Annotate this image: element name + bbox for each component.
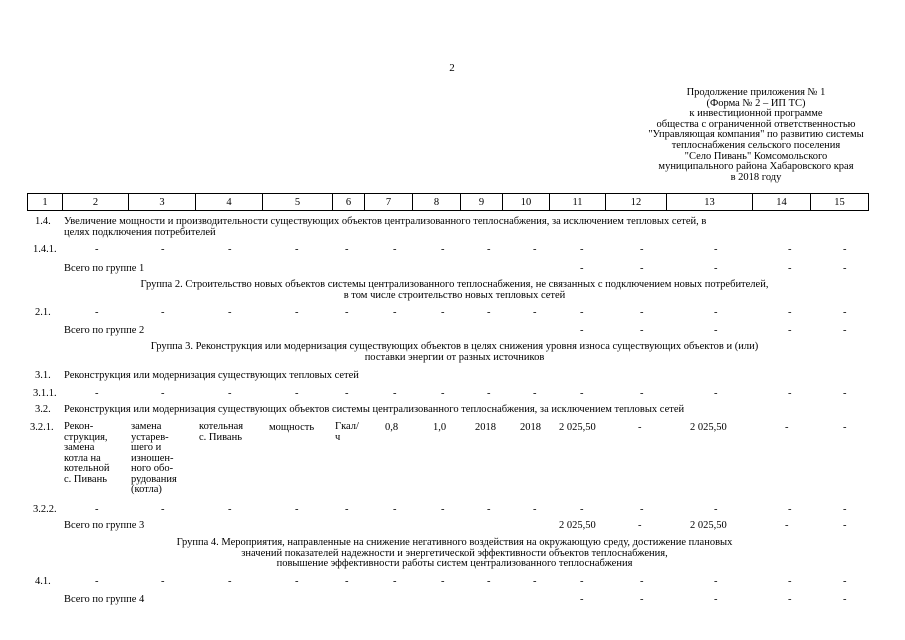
dash-cell: - xyxy=(533,244,537,255)
value-before-cell: 0,8 xyxy=(385,422,399,433)
appendix-line: в 2018 году xyxy=(730,171,782,183)
page-number: 2 xyxy=(449,62,455,74)
dash-cell: - xyxy=(161,244,165,255)
dash-cell: - xyxy=(580,594,584,605)
dash-cell: - xyxy=(714,594,718,605)
dash-cell: - xyxy=(487,244,491,255)
row-title: Реконструкция или модернизация существующих объектов системы централизованного теплоснабжения, за исключением тепловых сетей xyxy=(64,404,685,415)
header-cell: 2 xyxy=(63,194,129,211)
dash-cell: - xyxy=(393,576,397,587)
dash-cell: - xyxy=(441,388,445,399)
cost-cell: 2 025,50 xyxy=(559,422,596,433)
dash-cell: - xyxy=(161,388,165,399)
dash-cell: - xyxy=(345,388,349,399)
indicator-cell: мощность xyxy=(269,422,315,433)
appendix-line: Продолжение приложения № 1 xyxy=(686,87,826,98)
dash-cell: - xyxy=(487,504,491,515)
row-number: 1.4. xyxy=(35,216,51,227)
dash-cell: - xyxy=(95,576,99,587)
dash-cell: - xyxy=(638,422,642,433)
cell-line: котельной xyxy=(64,463,110,474)
cell-line: Гкал/ xyxy=(335,421,359,432)
project-name-cell xyxy=(64,422,109,485)
dash-cell: - xyxy=(843,388,847,399)
column-number-header xyxy=(27,193,869,211)
dash-cell: - xyxy=(714,504,718,515)
dash-cell: - xyxy=(580,388,584,399)
dash-cell: - xyxy=(95,388,99,399)
dash-cell: - xyxy=(580,504,584,515)
row-number: 1.4.1. xyxy=(33,244,57,255)
header-cell: 3 xyxy=(129,194,196,211)
row-title: Увеличение мощности и производительности существующих объектов централизованного теплоснабжения, за исключением тепловых сетей, в xyxy=(64,216,707,227)
dash-cell: - xyxy=(785,520,789,531)
value-after-cell: 1,0 xyxy=(433,422,447,433)
dash-cell: - xyxy=(580,307,584,318)
cell-line: ного обо- xyxy=(131,463,174,474)
dash-cell: - xyxy=(295,576,299,587)
row-number: 2.1. xyxy=(35,307,51,318)
justification-cell xyxy=(131,422,177,496)
cell-line: ч xyxy=(335,431,341,443)
dash-cell: - xyxy=(228,504,232,515)
group-heading-line: повышение эффективности работы систем централизованного теплоснабжения xyxy=(276,558,633,569)
dash-cell: - xyxy=(345,504,349,515)
dash-cell: - xyxy=(161,307,165,318)
dash-cell: - xyxy=(161,576,165,587)
row-number: 3.2. xyxy=(35,404,51,415)
cell-line: с. Пивань xyxy=(64,473,107,485)
dash-cell: - xyxy=(295,388,299,399)
dash-cell: - xyxy=(228,244,232,255)
cell-line: шего и xyxy=(131,442,162,453)
dash-cell: - xyxy=(533,504,537,515)
appendix-line: "Село Пивань" Комсомольского xyxy=(684,150,828,162)
header-cell: 13 xyxy=(667,194,753,211)
cell-line: струкция, xyxy=(64,431,108,443)
dash-cell: - xyxy=(393,307,397,318)
dash-cell: - xyxy=(843,422,847,433)
dash-cell: - xyxy=(640,504,644,515)
dash-cell: - xyxy=(788,244,792,255)
appendix-line: муниципального района Хабаровского края xyxy=(658,161,854,173)
dash-cell: - xyxy=(441,504,445,515)
header-cell: 10 xyxy=(503,194,550,211)
dash-cell: - xyxy=(640,388,644,399)
dash-cell: - xyxy=(843,244,847,255)
group-total-cost: 2 025,50 xyxy=(559,520,596,531)
dash-cell: - xyxy=(843,576,847,587)
dash-cell: - xyxy=(533,576,537,587)
group-total-label: Всего по группе 3 xyxy=(64,520,145,531)
cell-line: котельная xyxy=(199,421,244,432)
dash-cell: - xyxy=(487,388,491,399)
dash-cell: - xyxy=(95,504,99,515)
dash-cell: - xyxy=(580,576,584,587)
dash-cell: - xyxy=(393,388,397,399)
dash-cell: - xyxy=(487,307,491,318)
row-number: 4.1. xyxy=(35,576,51,587)
dash-cell: - xyxy=(843,520,847,531)
dash-cell: - xyxy=(487,576,491,587)
cell-line: с. Пивань xyxy=(199,431,242,443)
dash-cell: - xyxy=(788,263,792,274)
group-heading-line: поставки энергии от разных источников xyxy=(364,351,545,363)
dash-cell: - xyxy=(228,388,232,399)
cell-line: устарев- xyxy=(131,431,169,443)
dash-cell: - xyxy=(295,504,299,515)
group-heading-line: значений показателей надежности и энергетической эффективности объектов теплоснабжения, xyxy=(241,547,668,559)
group-total-label: Всего по группе 4 xyxy=(64,594,145,605)
dash-cell: - xyxy=(638,520,642,531)
dash-cell: - xyxy=(788,594,792,605)
dash-cell: - xyxy=(843,325,847,336)
header-cell: 11 xyxy=(550,194,606,211)
dash-cell: - xyxy=(161,504,165,515)
header-cell: 14 xyxy=(753,194,811,211)
dash-cell: - xyxy=(640,263,644,274)
dash-cell: - xyxy=(640,325,644,336)
dash-cell: - xyxy=(95,307,99,318)
row-number: 3.1.1. xyxy=(33,388,57,399)
dash-cell: - xyxy=(228,307,232,318)
header-cell: 6 xyxy=(333,194,365,211)
header-cell: 9 xyxy=(461,194,503,211)
dash-cell: - xyxy=(345,244,349,255)
dash-cell: - xyxy=(788,504,792,515)
dash-cell: - xyxy=(295,307,299,318)
cell-line: (котла) xyxy=(131,484,162,495)
dash-cell: - xyxy=(580,263,584,274)
cell-line: изношен- xyxy=(131,452,174,464)
appendix-line: общества с ограниченной ответственностью xyxy=(656,118,856,130)
header-cell: 8 xyxy=(413,194,461,211)
appendix-line: теплоснабжения сельского поселения xyxy=(671,139,841,151)
dash-cell: - xyxy=(714,325,718,336)
dash-cell: - xyxy=(393,244,397,255)
dash-cell: - xyxy=(788,388,792,399)
dash-cell: - xyxy=(580,244,584,255)
dash-cell: - xyxy=(788,576,792,587)
unit-cell xyxy=(335,422,359,443)
dash-cell: - xyxy=(640,594,644,605)
dash-cell: - xyxy=(441,576,445,587)
start-year-cell: 2018 xyxy=(475,422,496,433)
appendix-line: "Управляющая компания" по развитию системы xyxy=(648,129,864,141)
group-heading xyxy=(40,280,869,301)
dash-cell: - xyxy=(640,576,644,587)
group-total-cost-2018: 2 025,50 xyxy=(690,520,727,531)
dash-cell: - xyxy=(714,263,718,274)
row-number: 3.2.2. xyxy=(33,504,57,515)
group-heading-line: Группа 4. Мероприятия, направленные на снижение негативного воздействия на окружающую среду, достижение плановых xyxy=(176,537,733,548)
dash-cell: - xyxy=(788,307,792,318)
dash-cell: - xyxy=(441,244,445,255)
dash-cell: - xyxy=(295,244,299,255)
group-heading-line: Группа 2. Строительство новых объектов системы централизованного теплоснабжения, не связанных с подключением новых потребителей, xyxy=(140,279,769,290)
dash-cell: - xyxy=(640,244,644,255)
dash-cell: - xyxy=(95,244,99,255)
header-cell: 5 xyxy=(263,194,333,211)
dash-cell: - xyxy=(714,576,718,587)
dash-cell: - xyxy=(843,504,847,515)
header-cell: 12 xyxy=(606,194,667,211)
header-cell: 7 xyxy=(365,194,413,211)
dash-cell: - xyxy=(533,388,537,399)
cell-line: котла на xyxy=(64,452,101,464)
cell-line: рудования xyxy=(131,473,177,485)
group-heading-line: Группа 3. Реконструкция или модернизация существующих объектов в целях снижения уровня износа существующих объектов и (или) xyxy=(150,341,759,352)
dash-cell: - xyxy=(345,576,349,587)
dash-cell: - xyxy=(843,307,847,318)
cost-2018-cell: 2 025,50 xyxy=(690,422,727,433)
dash-cell: - xyxy=(640,307,644,318)
row-number: 3.2.1. xyxy=(30,422,54,433)
cell-line: Рекон- xyxy=(64,421,94,432)
group-heading-line: в том числе строительство новых тепловых сетей xyxy=(343,289,566,301)
dash-cell: - xyxy=(785,422,789,433)
end-year-cell: 2018 xyxy=(520,422,541,433)
header-cell: 4 xyxy=(196,194,263,211)
dash-cell: - xyxy=(393,504,397,515)
header-cell: 1 xyxy=(28,194,63,211)
group-heading xyxy=(40,342,869,363)
dash-cell: - xyxy=(441,307,445,318)
dash-cell: - xyxy=(228,576,232,587)
appendix-heading xyxy=(606,88,905,183)
dash-cell: - xyxy=(788,325,792,336)
cell-line: замена xyxy=(64,442,95,453)
dash-cell: - xyxy=(714,388,718,399)
group-total-label: Всего по группе 1 xyxy=(64,263,145,274)
row-number: 3.1. xyxy=(35,370,51,381)
dash-cell: - xyxy=(843,594,847,605)
header-cell: 15 xyxy=(811,194,869,211)
dash-cell: - xyxy=(533,307,537,318)
row-title: Реконструкция или модернизация существующих тепловых сетей xyxy=(64,370,359,381)
dash-cell: - xyxy=(345,307,349,318)
row-title-continued: целях подключения потребителей xyxy=(64,227,216,238)
appendix-line: (Форма № 2 – ИП ТС) xyxy=(706,97,806,109)
dash-cell: - xyxy=(843,263,847,274)
location-cell xyxy=(199,422,243,443)
cell-line: замена xyxy=(131,421,162,432)
dash-cell: - xyxy=(580,325,584,336)
dash-cell: - xyxy=(714,307,718,318)
group-heading xyxy=(40,538,869,570)
appendix-line: к инвестиционной программе xyxy=(689,108,823,120)
dash-cell: - xyxy=(714,244,718,255)
group-total-label: Всего по группе 2 xyxy=(64,325,145,336)
